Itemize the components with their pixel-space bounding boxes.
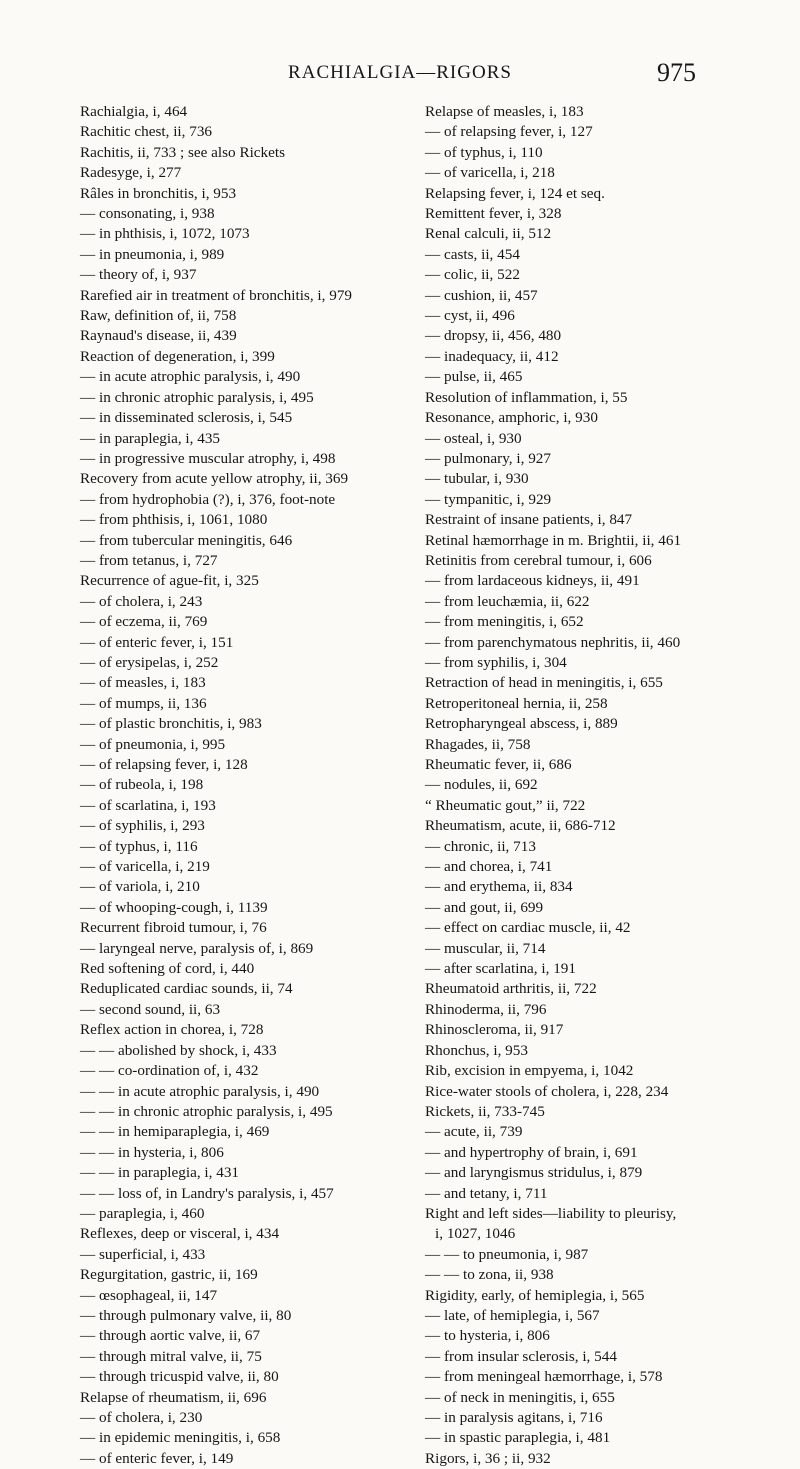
index-entry: — from meningitis, i, 652	[425, 613, 584, 631]
index-entry: — laryngeal nerve, paralysis of, i, 869	[80, 939, 314, 957]
index-entry: Rigors, i, 36 ; ii, 932	[425, 1449, 551, 1467]
index-entry: — and tetany, i, 711	[425, 1184, 548, 1202]
index-entry: — casts, ii, 454	[425, 245, 520, 263]
index-entry: — from parenchymatous nephritis, ii, 460	[425, 633, 681, 651]
index-entry: Resolution of inflammation, i, 55	[425, 388, 628, 406]
index-entry: — cushion, ii, 457	[425, 286, 538, 304]
index-entry: — of scarlatina, i, 193	[80, 796, 216, 814]
index-entry: — effect on cardiac muscle, ii, 42	[425, 919, 631, 937]
index-entry: — of relapsing fever, i, 127	[425, 123, 593, 141]
index-entry: — and erythema, ii, 834	[425, 878, 573, 896]
index-entry: — in pneumonia, i, 989	[80, 245, 225, 263]
index-entry: Rhonchus, i, 953	[425, 1041, 528, 1059]
index-entry: — to hysteria, i, 806	[425, 1327, 550, 1345]
index-entry: — and hypertrophy of brain, i, 691	[425, 1143, 638, 1161]
index-entry: — of measles, i, 183	[80, 674, 206, 692]
index-entry: — œsophageal, ii, 147	[80, 1286, 218, 1304]
index-entry: Retroperitoneal hernia, ii, 258	[425, 694, 608, 712]
index-entry: — of typhus, i, 116	[80, 837, 198, 855]
index-entry: — of eczema, ii, 769	[80, 613, 208, 631]
index-entry: — of variola, i, 210	[80, 878, 200, 896]
index-entry: Retinal hæmorrhage in m. Brightii, ii, 461	[425, 531, 682, 549]
index-entry: Regurgitation, gastric, ii, 169	[80, 1266, 258, 1284]
index-column-right	[425, 102, 785, 1469]
index-entry: — — in paraplegia, i, 431	[80, 1164, 240, 1182]
index-entry: Right and left sides—liability to pleurisy,	[425, 1204, 677, 1222]
index-entry: Recurrence of ague-fit, i, 325	[80, 572, 259, 590]
index-entry: Rhinoscleroma, ii, 917	[425, 1021, 564, 1039]
index-entry: — in disseminated sclerosis, i, 545	[80, 409, 293, 427]
index-entry: — from syphilis, i, 304	[425, 653, 567, 671]
index-entry: Rachitis, ii, 733 ; see also Rickets	[80, 143, 286, 161]
index-entry: — of enteric fever, i, 149	[80, 1449, 234, 1467]
index-entry: Rachitic chest, ii, 736	[80, 123, 213, 141]
index-entry: — in progressive muscular atrophy, i, 498	[80, 449, 336, 467]
index-entry: Raynaud's disease, ii, 439	[80, 327, 237, 345]
index-entry: — of erysipelas, i, 252	[80, 653, 219, 671]
index-entry: Rarefied air in treatment of bronchitis, i, 979	[80, 286, 353, 304]
index-entry: — of mumps, ii, 136	[80, 694, 207, 712]
index-entry: — — in hemiparaplegia, i, 469	[80, 1123, 270, 1141]
index-entry: “ Rheumatic gout,” ii, 722	[425, 796, 586, 814]
index-entry: Radesyge, i, 277	[80, 164, 182, 182]
index-entry: — acute, ii, 739	[425, 1123, 523, 1141]
index-entry: — theory of, i, 937	[80, 266, 197, 284]
index-entry: — nodules, ii, 692	[425, 776, 538, 794]
index-entry: — from tubercular meningitis, 646	[80, 531, 293, 549]
index-entry: — of cholera, i, 243	[80, 592, 203, 610]
index-entry: — from insular sclerosis, i, 544	[425, 1347, 617, 1365]
index-entry: Red softening of cord, i, 440	[80, 960, 255, 978]
index-column-left	[80, 102, 440, 1469]
index-entry: — consonating, i, 938	[80, 205, 215, 223]
index-entry: Renal calculi, ii, 512	[425, 225, 552, 243]
index-entry: — of syphilis, i, 293	[80, 817, 205, 835]
index-entry: — paraplegia, i, 460	[80, 1204, 205, 1222]
index-entry: Reaction of degeneration, i, 399	[80, 347, 275, 365]
index-entry: — in epidemic meningitis, i, 658	[80, 1429, 281, 1447]
index-entry: — tubular, i, 930	[425, 470, 529, 488]
index-entry: Rib, excision in empyema, i, 1042	[425, 1062, 634, 1080]
index-entry: — of cholera, i, 230	[80, 1409, 203, 1426]
index-entry: — — in chronic atrophic paralysis, i, 495	[80, 1102, 333, 1120]
index-entry: — in chronic atrophic paralysis, i, 495	[80, 388, 314, 406]
index-entry: Resonance, amphoric, i, 930	[425, 409, 598, 427]
index-entry: — of plastic bronchitis, i, 983	[80, 715, 262, 733]
index-entry: — — loss of, in Landry's paralysis, i, 457	[80, 1184, 334, 1202]
index-entry: — from phthisis, i, 1061, 1080	[80, 511, 268, 529]
index-entry: — in acute atrophic paralysis, i, 490	[80, 368, 301, 386]
index-entry: Rigidity, early, of hemiplegia, i, 565	[425, 1286, 645, 1304]
index-entry: — of rubeola, i, 198	[80, 776, 204, 794]
index-entry: Rice-water stools of cholera, i, 228, 234	[425, 1082, 669, 1100]
index-entry: Recovery from acute yellow atrophy, ii, 369	[80, 470, 349, 488]
index-entry: — through tricuspid valve, ii, 80	[80, 1368, 279, 1386]
index-entry: Rheumatic fever, ii, 686	[425, 756, 572, 773]
index-entry: — superficial, i, 433	[80, 1245, 206, 1263]
index-entry: — tympanitic, i, 929	[425, 490, 552, 508]
index-entry: Râles in bronchitis, i, 953	[80, 184, 237, 202]
index-entry: Rheumatism, acute, ii, 686-712	[425, 817, 616, 835]
index-entry: — in paraplegia, i, 435	[80, 429, 221, 447]
index-entry: — of neck in meningitis, i, 655	[425, 1388, 615, 1406]
index-entry: — — abolished by shock, i, 433	[80, 1041, 277, 1059]
index-entry: — — in hysteria, i, 806	[80, 1143, 224, 1161]
index-entry: — through aortic valve, ii, 67	[80, 1327, 261, 1345]
index-entry: — in phthisis, i, 1072, 1073	[80, 225, 250, 243]
index-entry: — and laryngismus stridulus, i, 879	[425, 1164, 643, 1182]
index-entry: Raw, definition of, ii, 758	[80, 307, 237, 325]
index-entry: — of enteric fever, i, 151	[80, 633, 234, 651]
index-entry: Restraint of insane patients, i, 847	[425, 511, 633, 529]
header-title: RACHIALGIA—RIGORS	[288, 62, 512, 83]
index-entry: — chronic, ii, 713	[425, 837, 536, 855]
index-entry: — through mitral valve, ii, 75	[80, 1347, 262, 1365]
index-entry: — from lardaceous kidneys, ii, 491	[425, 572, 640, 590]
running-header	[0, 58, 800, 98]
index-entry: — muscular, ii, 714	[425, 939, 546, 957]
index-entry: — — to zona, ii, 938	[425, 1266, 554, 1284]
index-entry: Retraction of head in meningitis, i, 655	[425, 674, 663, 692]
index-entry: Reflex action in chorea, i, 728	[80, 1021, 264, 1039]
index-entry: — of relapsing fever, i, 128	[80, 756, 248, 773]
index-entry: Recurrent fibroid tumour, i, 76	[80, 919, 267, 937]
index-entry: — — to pneumonia, i, 987	[425, 1245, 589, 1263]
index-entry: — from leuchæmia, ii, 622	[425, 592, 590, 610]
index-entry: Reduplicated cardiac sounds, ii, 74	[80, 980, 293, 998]
page-number: 975	[657, 58, 696, 87]
index-entry: Retropharyngeal abscess, i, 889	[425, 715, 618, 733]
index-entry: — osteal, i, 930	[425, 429, 522, 447]
index-entry: Rhinoderma, ii, 796	[425, 1000, 547, 1018]
index-entry: — of typhus, i, 110	[425, 143, 543, 161]
index-entry: Relapse of rheumatism, ii, 696	[80, 1388, 267, 1406]
index-entry: — from meningeal hæmorrhage, i, 578	[425, 1368, 663, 1386]
index-entry: — of pneumonia, i, 995	[80, 735, 226, 753]
index-entry: — of whooping-cough, i, 1139	[80, 898, 268, 916]
index-entry: — and gout, ii, 699	[425, 898, 544, 916]
index-entry: i, 1027, 1046	[435, 1225, 516, 1243]
index-entry: — colic, ii, 522	[425, 266, 520, 284]
index-entry: — in spastic paraplegia, i, 481	[425, 1429, 611, 1447]
index-entry: Rickets, ii, 733-745	[425, 1102, 545, 1120]
index-entry: — from hydrophobia (?), i, 376, foot-note	[80, 490, 336, 508]
index-entry: — second sound, ii, 63	[80, 1000, 221, 1018]
index-entry: — pulmonary, i, 927	[425, 449, 551, 467]
index-entry: — — co-ordination of, i, 432	[80, 1062, 259, 1080]
index-entry: Remittent fever, i, 328	[425, 205, 562, 223]
index-entry: — after scarlatina, i, 191	[425, 960, 576, 978]
index-entry: — and chorea, i, 741	[425, 858, 553, 876]
index-entry: — pulse, ii, 465	[425, 368, 523, 386]
index-entry: Rheumatoid arthritis, ii, 722	[425, 980, 597, 998]
index-entry: Rachialgia, i, 464	[80, 103, 188, 120]
index-entry: Rhagades, ii, 758	[425, 735, 531, 753]
index-entry: — inadequacy, ii, 412	[425, 347, 559, 365]
index-entry: — late, of hemiplegia, i, 567	[425, 1306, 600, 1324]
index-entry: Retinitis from cerebral tumour, i, 606	[425, 551, 652, 569]
index-entry: — cyst, ii, 496	[425, 307, 515, 325]
index-entry: — — in acute atrophic paralysis, i, 490	[80, 1082, 320, 1100]
index-entry: — in paralysis agitans, i, 716	[425, 1409, 603, 1426]
index-entry: — of varicella, i, 219	[80, 858, 210, 876]
index-entry: — dropsy, ii, 456, 480	[425, 327, 562, 345]
index-entry: — from tetanus, i, 727	[80, 551, 218, 569]
index-entry: Relapsing fever, i, 124 et seq.	[425, 184, 605, 202]
index-entry: — of varicella, i, 218	[425, 164, 555, 182]
index-entry: — through pulmonary valve, ii, 80	[80, 1306, 292, 1324]
index-entry: Reflexes, deep or visceral, i, 434	[80, 1225, 280, 1243]
index-entry: Relapse of measles, i, 183	[425, 103, 584, 120]
